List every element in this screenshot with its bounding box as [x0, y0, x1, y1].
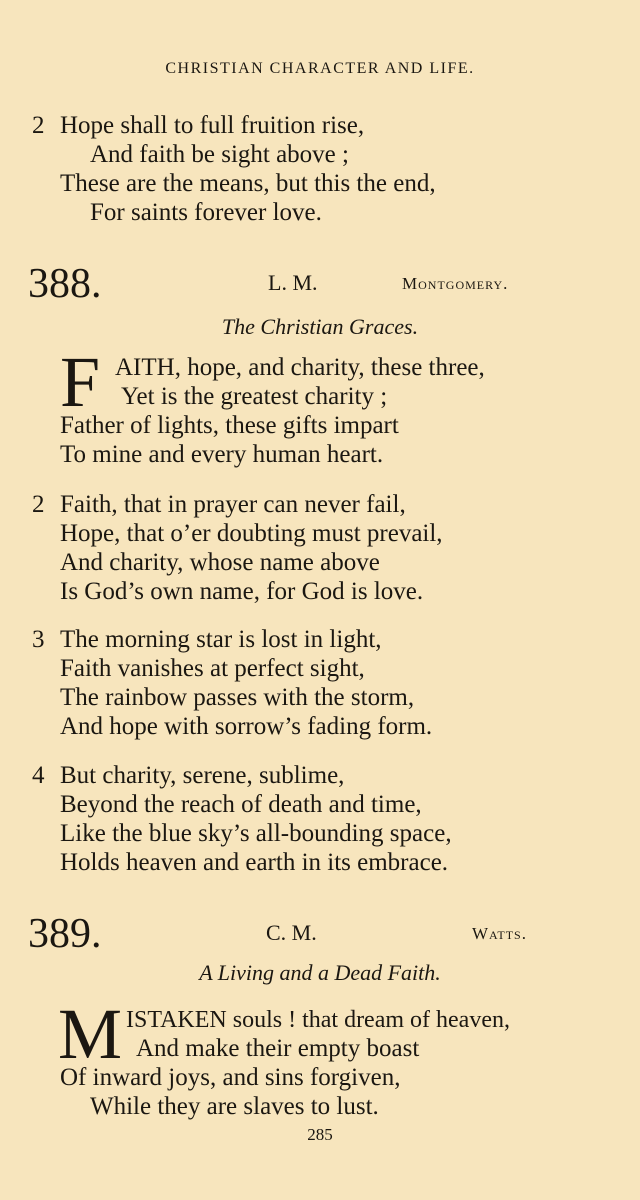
verse-number: 2	[32, 491, 45, 518]
hymn-number: 388.	[28, 261, 102, 307]
verse-line: To mine and every human heart.	[60, 441, 384, 468]
verse-line: Holds heaven and earth in its embrace.	[60, 849, 449, 876]
verse-line: And charity, whose name above	[60, 549, 380, 576]
verse-line: For saints forever love.	[90, 199, 322, 226]
drop-cap: F	[60, 342, 101, 422]
verse-line: But charity, serene, sublime,	[60, 762, 345, 789]
verse-line: Faith vanishes at perfect sight,	[60, 655, 365, 682]
verse-line: And faith be sight above ;	[90, 141, 349, 168]
verse-line: While they are slaves to lust.	[90, 1093, 379, 1120]
verse-line: These are the means, but this the end,	[60, 170, 436, 197]
verse-line: Of inward joys, and sins forgiven,	[60, 1064, 401, 1091]
verse-line: The morning star is lost in light,	[60, 626, 382, 653]
verse-line: Like the blue sky’s all-bounding space,	[60, 820, 452, 847]
verse-line: Beyond the reach of death and time,	[60, 791, 422, 818]
verse-line: And make their empty boast	[136, 1035, 420, 1062]
verse-line: And hope with sorrow’s fading form.	[60, 713, 433, 740]
verse-line: Yet is the greatest charity ;	[121, 383, 388, 410]
verse-line: Faith, that in prayer can never fail,	[60, 491, 406, 518]
hymn-title: A Living and a Dead Faith.	[199, 960, 441, 985]
verse-line: Hope, that o’er doubting must prevail,	[60, 520, 443, 547]
verse-line: Hope shall to full fruition rise,	[60, 112, 365, 139]
verse-number: 2	[32, 112, 45, 139]
verse-line: ISTAKEN souls ! that dream of heaven,	[126, 1007, 510, 1033]
running-head: CHRISTIAN CHARACTER AND LIFE.	[165, 60, 475, 77]
hymn-number: 389.	[28, 911, 102, 957]
verse-number: 4	[32, 762, 45, 789]
verse-line: AITH, hope, and charity, these three,	[115, 354, 485, 381]
verse-number: 3	[32, 626, 45, 653]
drop-cap: M	[58, 994, 123, 1074]
verse-line: Father of lights, these gifts impart	[60, 412, 399, 439]
hymn-author: Watts.	[472, 924, 527, 943]
hymn-author: Montgomery.	[402, 274, 509, 293]
hymn-meter: L. M.	[268, 270, 318, 295]
verse-line: The rainbow passes with the storm,	[60, 684, 415, 711]
hymn-title: The Christian Graces.	[221, 314, 419, 339]
page-number: 285	[307, 1125, 333, 1144]
verse-line: Is God’s own name, for God is love.	[60, 578, 424, 605]
hymn-meter: C. M.	[266, 920, 317, 945]
